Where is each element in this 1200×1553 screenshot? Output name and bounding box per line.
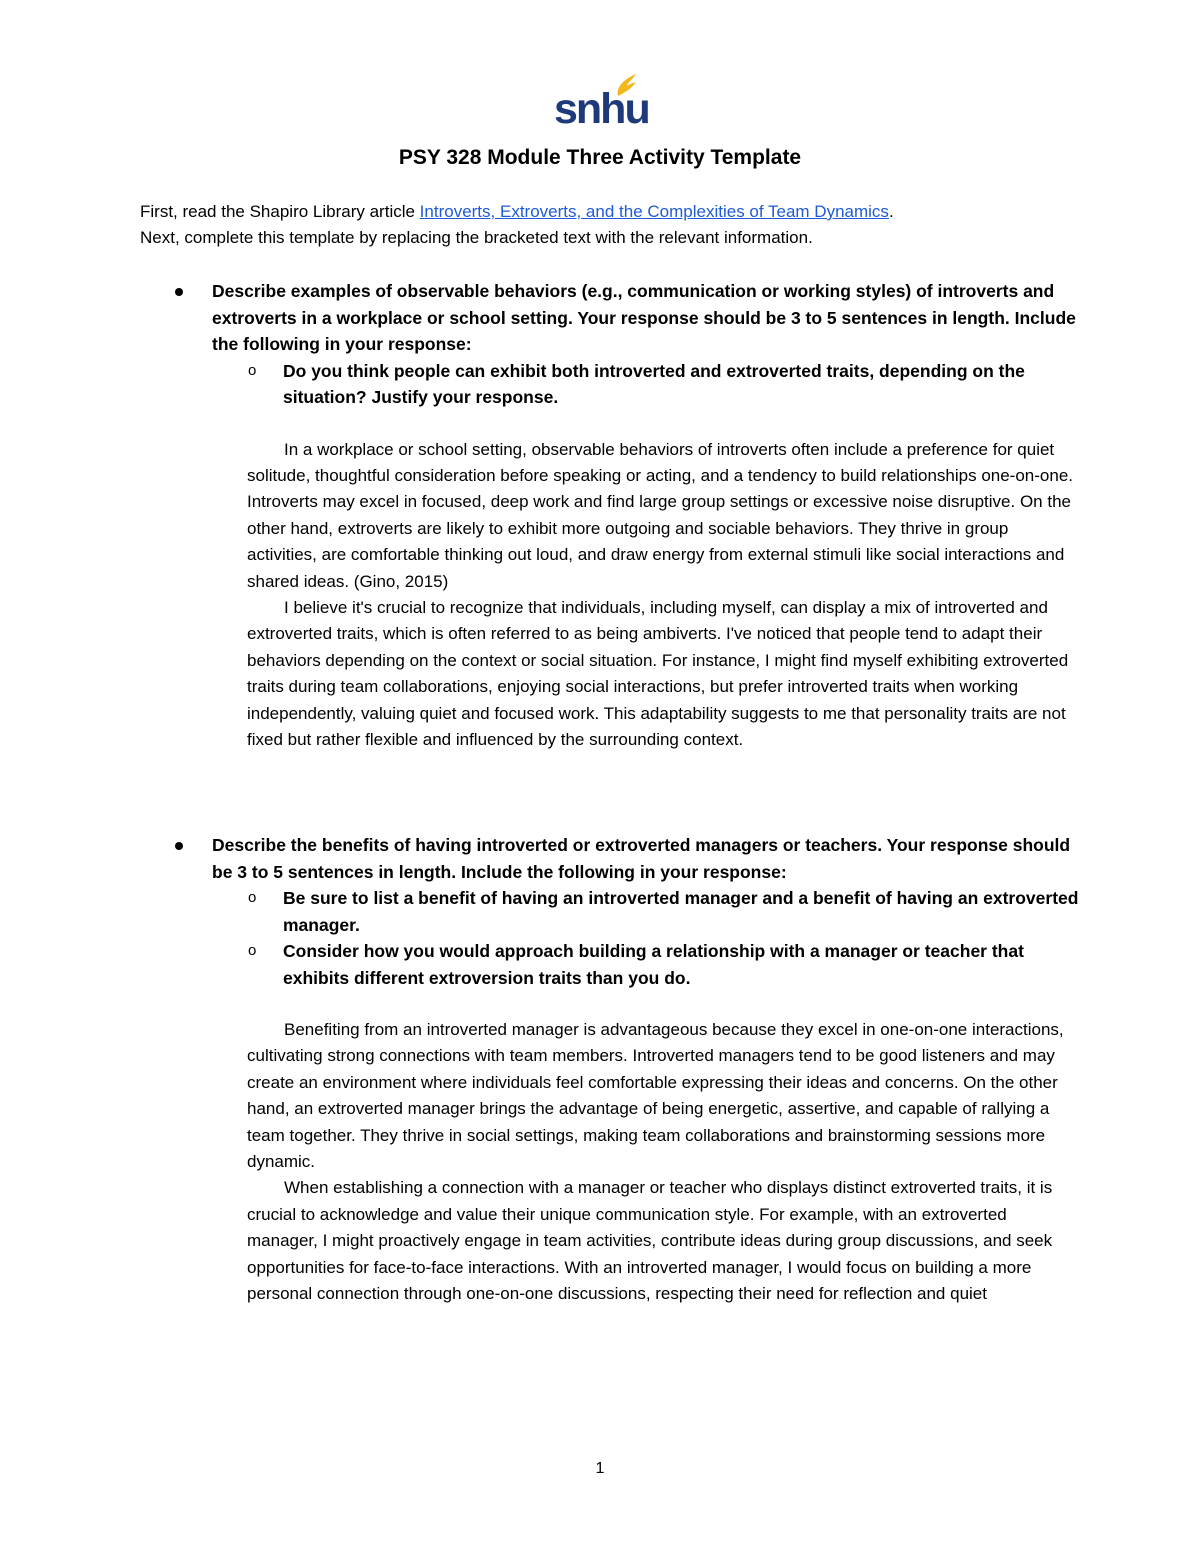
response-paragraph: In a workplace or school setting, observable behaviors of introverts often include a preference for quiet solitude, thoughtful consideration before speaking or acting, and a tendency to build relationships one-on-one. Introverts may excel in focused, deep work and find large group settings or excessive noise disruptive. On the other hand, extroverts are likely to exhibit more outgoing and sociable behaviors. They thrive in group activities, are comfortable thinking out loud, and draw energy from external stimuli like social interactions and shared ideas. (Gino, 2015) (247, 439, 1074, 591)
response-paragraph: Benefiting from an introverted manager is advantageous because they excel in one-on-one interactions, cultivating strong connections with team members. Introverted managers tend to be good listeners and may create an environment where individuals feel comfortable expressing their ideas and concerns. On the other hand, an extroverted manager brings the advantage of being energetic, assertive, and capable of rallying a team together. They thrive in social settings, making team collaborations and brainstorming sessions more dynamic. (247, 1020, 1064, 1172)
section-manager-benefits (140, 832, 1080, 1307)
bullet-icon (175, 842, 183, 850)
intro-instructions (140, 199, 1080, 251)
prompt-text: Describe the benefits of having introverted or extroverted managers or teachers. Your response should be 3 to 5 sentences in length. Include the following in your response: (212, 835, 1071, 882)
subprompt-text: Consider how you would approach building a relationship with a manager or teacher that exhibits different extroversion traits than you do. (283, 941, 1024, 988)
page-number: 1 (595, 1460, 605, 1477)
intro-line-1 (140, 199, 1080, 225)
subprompt-text: Be sure to list a benefit of having an introverted manager and a benefit of having an extroverted manager. (283, 888, 1079, 935)
prompt-bullet (140, 278, 1080, 358)
bullet-icon (175, 288, 183, 296)
intro-prefix: First, read the Shapiro Library article (140, 202, 420, 221)
snhu-logo (554, 74, 649, 134)
response-paragraph: I believe it's crucial to recognize that individuals, including myself, can display a mix of introverted and extroverted traits, which is often referred to as being ambiverts. I've noticed that people tend to adapt their behaviors depending on the context or social situation. For instance, I might find myself exhibiting extroverted traits during team collaborations, enjoying social interactions, but prefer introverted traits when working independently, valuing quiet and focused work. This adaptability suggests to me that personality traits are not fixed but rather flexible and influenced by the surrounding context. (247, 597, 1069, 749)
sub-bullet-marker: o (248, 889, 257, 906)
subprompt-text: Do you think people can exhibit both introverted and extroverted traits, depending on the situation? Justify your response. (283, 360, 1025, 407)
logo-text: snhu (554, 85, 649, 133)
response-text (140, 437, 1080, 754)
sub-bullet-marker: o (248, 942, 257, 959)
section-observable-behaviors (140, 278, 1080, 753)
prompt-bullet (140, 832, 1080, 885)
intro-suffix: . (888, 202, 894, 221)
subprompt-item (140, 938, 1080, 991)
prompt-text: Describe examples of observable behaviors (e.g., communication or working styles) of introverts and extroverts in a workplace or school setting. Your response should be 3 to 5 sentences in length. Include the following in your response: (212, 281, 1076, 354)
article-link[interactable]: Introverts, Extroverts, and the Complexities of Team Dynamics (419, 202, 889, 221)
document-title: PSY 328 Module Three Activity Template (398, 146, 802, 169)
subprompt-item (140, 885, 1080, 938)
subprompt-item (140, 358, 1080, 411)
response-paragraph: When establishing a connection with a manager or teacher who displays distinct extroverted traits, it is crucial to acknowledge and value their unique communication style. For example, with an extroverted manager, I might proactively engage in team activities, contribute ideas during group discussions, and seek opportunities for face-to-face interactions. With an introverted manager, I would focus on building a more personal connection through one-on-one discussions, respecting their need for reflection and quiet (247, 1178, 1053, 1304)
response-text (140, 1017, 1080, 1307)
intro-line-2: Next, complete this template by replacing the bracketed text with the relevant information. (140, 228, 813, 247)
sub-bullet-marker: o (248, 361, 257, 379)
